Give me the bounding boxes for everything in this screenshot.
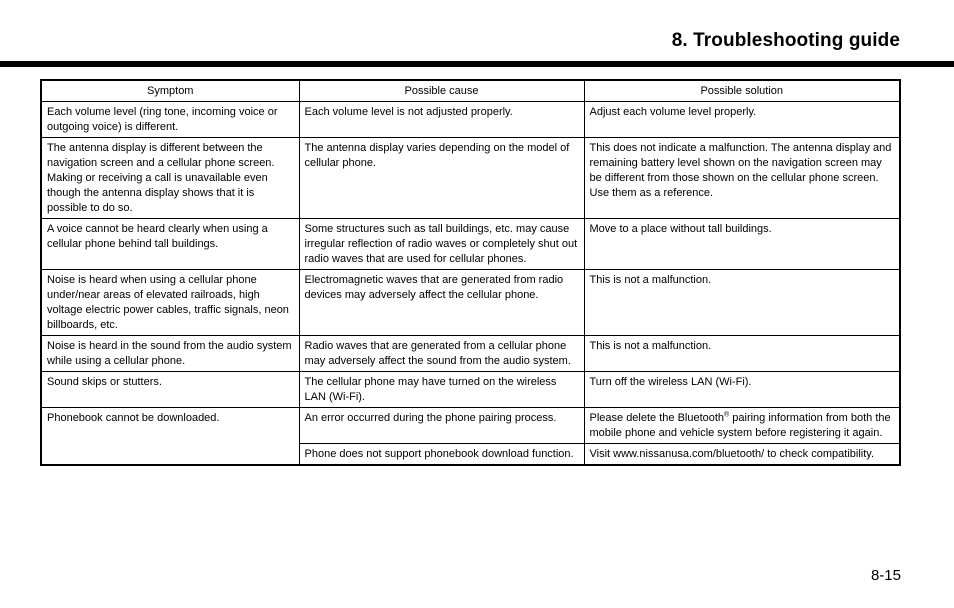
page-number: 8-15 [870, 567, 901, 584]
table-row [41, 138, 900, 219]
page-header [0, 0, 954, 68]
solution-cell: Move to a place without tall buildings. [584, 219, 900, 270]
troubleshooting-table [40, 79, 901, 466]
symptom-cell: Noise is heard when using a cellular phone under/near areas of elevated railroads, high voltage electric power cables, traffic signals, neon billboards, etc. [41, 270, 299, 336]
page-title: 8. Troubleshooting guide [671, 30, 900, 51]
table-row [41, 219, 900, 270]
solution-cell: Adjust each volume level properly. [584, 102, 900, 138]
table-row [41, 270, 900, 336]
solution-cell: Turn off the wireless LAN (Wi-Fi). [584, 372, 900, 408]
symptom-cell: Sound skips or stutters. [41, 372, 299, 408]
cause-cell: Phone does not support phonebook download function. [299, 444, 584, 466]
table-header-row [41, 80, 900, 102]
symptom-cell: Each volume level (ring tone, incoming voice or outgoing voice) is different. [41, 102, 299, 138]
solution-cell: Visit www.nissanusa.com/bluetooth/ to check compatibility. [584, 444, 900, 466]
header-rule [0, 61, 954, 67]
registered-mark: ® [724, 411, 730, 419]
column-header-solution: Possible solution [584, 80, 900, 102]
cause-cell: Each volume level is not adjusted properly. [299, 102, 584, 138]
cause-cell: The cellular phone may have turned on the wireless LAN (Wi-Fi). [299, 372, 584, 408]
solution-text: pairing information from both the mobile phone and vehicle system before registering it again. [589, 412, 891, 439]
solution-cell: This is not a malfunction. [584, 270, 900, 336]
solution-cell [584, 408, 900, 444]
solution-cell: This is not a malfunction. [584, 336, 900, 372]
table-row [41, 102, 900, 138]
cause-cell: The antenna display varies depending on the model of cellular phone. [299, 138, 584, 219]
cause-cell: Electromagnetic waves that are generated from radio devices may adversely affect the cellular phone. [299, 270, 584, 336]
symptom-cell: The antenna display is different between the navigation screen and a cellular phone screen. Making or receiving a call is unavailable even though the antenna display shows that it is possible to do so. [41, 138, 299, 219]
symptom-cell: A voice cannot be heard clearly when using a cellular phone behind tall buildings. [41, 219, 299, 270]
cause-cell: An error occurred during the phone pairing process. [299, 408, 584, 444]
cause-cell: Some structures such as tall buildings, etc. may cause irregular reflection of radio waves or completely shut out radio waves that are used for cellular phones. [299, 219, 584, 270]
table-row [41, 372, 900, 408]
symptom-cell: Noise is heard in the sound from the audio system while using a cellular phone. [41, 336, 299, 372]
symptom-cell: Phonebook cannot be downloaded. [41, 408, 299, 466]
solution-text: Please delete the Bluetooth [589, 412, 725, 424]
column-header-cause: Possible cause [299, 80, 584, 102]
column-header-symptom: Symptom [41, 80, 299, 102]
table-row [41, 336, 900, 372]
solution-cell: This does not indicate a malfunction. The antenna display and remaining battery level shown on the navigation screen may be different from those shown on the cellular phone screen. Use them as a reference. [584, 138, 900, 219]
table-row [41, 408, 900, 444]
cause-cell: Radio waves that are generated from a cellular phone may adversely affect the sound from the audio system. [299, 336, 584, 372]
